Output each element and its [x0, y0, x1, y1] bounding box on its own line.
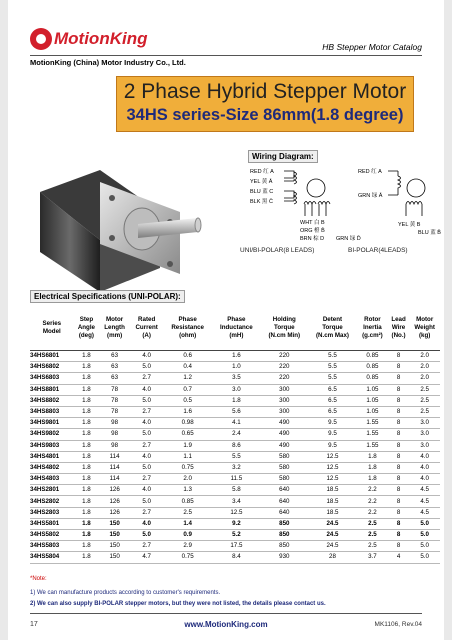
table-cell: 2.7	[130, 373, 163, 384]
table-cell: 1.55	[357, 440, 388, 451]
table-cell: 6.5	[308, 384, 357, 395]
table-cell: 2.9	[163, 541, 212, 552]
table-cell: 4.0	[130, 351, 163, 362]
table-cell: 1.55	[357, 429, 388, 440]
table-cell: 5.0	[130, 462, 163, 473]
table-cell: 2.2	[357, 485, 388, 496]
spec-section-title: Electrical Specifications (UNI-POLAR):	[30, 290, 185, 303]
table-cell: 8	[388, 462, 410, 473]
table-cell: 1.8	[74, 384, 100, 395]
table-cell: 126	[99, 485, 130, 496]
table-row	[30, 395, 440, 406]
uni-bipolar-caption: UNI/BI-POLAR(8 LEADS)	[240, 247, 315, 254]
table-cell: 1.6	[163, 406, 212, 417]
table-row	[30, 518, 440, 529]
table-cell: 9.5	[308, 418, 357, 429]
table-cell: 2.5	[357, 541, 388, 552]
table-cell: 8.6	[212, 440, 261, 451]
logo-mark-icon	[30, 28, 52, 50]
table-cell: 4.0	[130, 518, 163, 529]
table-cell: 1.8	[74, 395, 100, 406]
bipolar-caption: BI-POLAR(4LEADS)	[348, 247, 408, 254]
model-cell: 34HS5804	[30, 552, 74, 563]
model-cell: 34HS5803	[30, 541, 74, 552]
table-cell: 98	[99, 418, 130, 429]
table-cell: 1.8	[357, 451, 388, 462]
column-header: Series Model	[30, 306, 74, 351]
motionking-logo	[30, 28, 148, 50]
model-cell: 34HS6803	[30, 373, 74, 384]
notes-label: *Note:	[30, 576, 47, 582]
table-cell: 5.0	[130, 496, 163, 507]
table-cell: 3.0	[409, 440, 440, 451]
model-cell: 34HS9803	[30, 440, 74, 451]
model-cell: 34HS2802	[30, 496, 74, 507]
table-cell: 8	[388, 351, 410, 362]
table-cell: 4.7	[130, 552, 163, 563]
wiring-diagram-label: Wiring Diagram:	[248, 150, 318, 163]
table-cell: 2.5	[409, 395, 440, 406]
table-cell: 0.6	[163, 351, 212, 362]
table-cell: 2.7	[130, 474, 163, 485]
table-cell: 1.2	[163, 373, 212, 384]
table-cell: 2.0	[409, 373, 440, 384]
table-cell: 2.0	[163, 474, 212, 485]
header-rule	[30, 55, 422, 56]
table-cell: 0.7	[163, 384, 212, 395]
column-header: Holding Torque (N.cm Min)	[261, 306, 308, 351]
table-cell: 1.8	[74, 530, 100, 541]
table-cell: 640	[261, 485, 308, 496]
table-cell: 8	[388, 474, 410, 485]
model-cell: 34HS9801	[30, 418, 74, 429]
table-cell: 5.0	[409, 541, 440, 552]
column-header: Lead Wire (No.)	[388, 306, 410, 351]
table-row	[30, 541, 440, 552]
table-row	[30, 406, 440, 417]
column-header: Rated Current (A)	[130, 306, 163, 351]
catalog-title: HB Stepper Motor Catalog	[322, 42, 422, 52]
table-cell: 930	[261, 552, 308, 563]
table-cell: 0.85	[357, 351, 388, 362]
table-cell: 490	[261, 440, 308, 451]
table-row	[30, 418, 440, 429]
lead-label: GRN 绿 Ā	[358, 193, 383, 199]
table-cell: 63	[99, 373, 130, 384]
table-cell: 2.0	[409, 351, 440, 362]
table-cell: 5.0	[409, 518, 440, 529]
model-cell: 34HS4803	[30, 474, 74, 485]
table-cell: 1.8	[212, 395, 261, 406]
table-cell: 4.0	[409, 451, 440, 462]
uni-bipolar-diagram	[250, 167, 361, 242]
table-cell: 8	[388, 451, 410, 462]
table-cell: 6.5	[308, 395, 357, 406]
table-cell: 63	[99, 351, 130, 362]
table-cell: 126	[99, 496, 130, 507]
spec-table-header	[30, 306, 440, 351]
table-row	[30, 451, 440, 462]
table-cell: 1.8	[74, 418, 100, 429]
column-header: Detent Torque (N.cm Max)	[308, 306, 357, 351]
table-row	[30, 507, 440, 518]
model-cell: 34HS4802	[30, 462, 74, 473]
table-cell: 850	[261, 530, 308, 541]
model-cell: 34HS5802	[30, 530, 74, 541]
table-row	[30, 474, 440, 485]
model-cell: 34HS8802	[30, 395, 74, 406]
lead-label: ORG 橙 B̄	[300, 228, 325, 234]
table-cell: 4.0	[409, 474, 440, 485]
table-cell: 0.75	[163, 552, 212, 563]
table-cell: 9.2	[212, 518, 261, 529]
table-cell: 1.8	[74, 518, 100, 529]
table-cell: 580	[261, 462, 308, 473]
table-cell: 12.5	[308, 451, 357, 462]
lead-label: YEL 黄 B	[398, 222, 421, 228]
lead-label: BLU 蓝 C	[250, 189, 274, 195]
table-cell: 3.0	[409, 429, 440, 440]
table-cell: 150	[99, 530, 130, 541]
table-cell: 0.98	[163, 418, 212, 429]
table-cell: 640	[261, 507, 308, 518]
table-cell: 640	[261, 496, 308, 507]
table-cell: 24.5	[308, 530, 357, 541]
table-cell: 5.0	[409, 530, 440, 541]
table-cell: 8	[388, 485, 410, 496]
table-cell: 300	[261, 395, 308, 406]
table-cell: 78	[99, 384, 130, 395]
company-name: MotionKing (China) Motor Industry Co., Ltd.	[30, 58, 186, 67]
table-cell: 5.5	[308, 351, 357, 362]
table-cell: 2.5	[409, 384, 440, 395]
title-banner	[116, 76, 414, 132]
table-cell: 5.6	[212, 406, 261, 417]
table-row	[30, 362, 440, 373]
table-cell: 1.8	[357, 462, 388, 473]
lead-label: YEL 黄 Ā	[250, 179, 273, 185]
table-cell: 490	[261, 429, 308, 440]
bipolar-diagram	[358, 167, 441, 236]
table-cell: 220	[261, 362, 308, 373]
table-cell: 1.8	[74, 485, 100, 496]
column-header: Motor Weight (kg)	[409, 306, 440, 351]
table-cell: 2.7	[130, 541, 163, 552]
table-cell: 8.4	[212, 552, 261, 563]
table-cell: 2.7	[130, 507, 163, 518]
table-cell: 24.5	[308, 518, 357, 529]
table-cell: 3.2	[212, 462, 261, 473]
table-cell: 1.55	[357, 418, 388, 429]
table-cell: 8	[388, 440, 410, 451]
table-cell: 5.2	[212, 530, 261, 541]
logo-text: MotionKing	[54, 29, 148, 48]
table-cell: 2.5	[357, 530, 388, 541]
lead-label: BLK 黑 C̄	[250, 199, 273, 205]
table-cell: 18.5	[308, 496, 357, 507]
lead-label: RED 红 A	[358, 169, 382, 175]
model-cell: 34HS2803	[30, 507, 74, 518]
table-cell: 1.05	[357, 395, 388, 406]
table-cell: 850	[261, 541, 308, 552]
table-cell: 0.5	[163, 395, 212, 406]
table-cell: 11.5	[212, 474, 261, 485]
table-cell: 4.5	[409, 485, 440, 496]
table-cell: 1.8	[74, 451, 100, 462]
table-cell: 8	[388, 541, 410, 552]
table-cell: 8	[388, 429, 410, 440]
table-cell: 150	[99, 552, 130, 563]
table-cell: 114	[99, 474, 130, 485]
table-cell: 17.5	[212, 541, 261, 552]
table-cell: 12.5	[308, 474, 357, 485]
table-cell: 8	[388, 362, 410, 373]
table-cell: 0.9	[163, 530, 212, 541]
table-cell: 114	[99, 462, 130, 473]
column-header: Step Angle (deg)	[74, 306, 100, 351]
table-cell: 78	[99, 395, 130, 406]
table-cell: 8	[388, 496, 410, 507]
table-cell: 1.8	[74, 440, 100, 451]
table-cell: 580	[261, 451, 308, 462]
table-cell: 8	[388, 418, 410, 429]
table-cell: 1.4	[163, 518, 212, 529]
table-cell: 78	[99, 406, 130, 417]
table-cell: 5.0	[409, 552, 440, 563]
table-cell: 1.1	[163, 451, 212, 462]
table-cell: 6.5	[308, 406, 357, 417]
table-cell: 24.5	[308, 541, 357, 552]
table-cell: 4.5	[409, 507, 440, 518]
table-cell: 8	[388, 395, 410, 406]
table-cell: 150	[99, 518, 130, 529]
table-row	[30, 552, 440, 563]
table-cell: 150	[99, 541, 130, 552]
table-cell: 4	[388, 552, 410, 563]
table-cell: 5.5	[308, 362, 357, 373]
table-cell: 5.5	[308, 373, 357, 384]
model-cell: 34HS8801	[30, 384, 74, 395]
table-cell: 580	[261, 474, 308, 485]
table-row	[30, 496, 440, 507]
model-cell: 34HS2801	[30, 485, 74, 496]
table-cell: 2.5	[409, 406, 440, 417]
table-row	[30, 440, 440, 451]
page-title: 2 Phase Hybrid Stepper Motor	[123, 80, 407, 103]
table-cell: 98	[99, 429, 130, 440]
model-cell: 34HS8803	[30, 406, 74, 417]
table-row	[30, 462, 440, 473]
table-cell: 8	[388, 518, 410, 529]
note-2: 2) We can also supply BI-POLAR stepper motors, but they were not listed, the details please contact us.	[30, 601, 326, 607]
table-cell: 28	[308, 552, 357, 563]
table-cell: 220	[261, 373, 308, 384]
revision: MK1106, Rev.04	[374, 621, 422, 628]
table-row	[30, 429, 440, 440]
column-header: Rotor Inertia (g.cm²)	[357, 306, 388, 351]
table-cell: 63	[99, 362, 130, 373]
table-cell: 12.5	[212, 507, 261, 518]
table-cell: 4.1	[212, 418, 261, 429]
table-cell: 0.85	[357, 373, 388, 384]
table-cell: 2.2	[357, 507, 388, 518]
table-cell: 98	[99, 440, 130, 451]
table-cell: 1.05	[357, 406, 388, 417]
table-row	[30, 485, 440, 496]
table-cell: 18.5	[308, 507, 357, 518]
table-cell: 2.5	[357, 518, 388, 529]
footer-rule	[30, 613, 422, 614]
lead-label: WHT 白 B	[300, 220, 325, 226]
table-cell: 490	[261, 418, 308, 429]
table-cell: 5.0	[130, 362, 163, 373]
table-cell: 1.8	[74, 474, 100, 485]
table-cell: 1.8	[74, 507, 100, 518]
note-1: 1) We can manufacture products according to customer's requirements.	[30, 590, 221, 596]
column-header: Motor Length (mm)	[99, 306, 130, 351]
table-cell: 0.4	[163, 362, 212, 373]
table-row	[30, 351, 440, 362]
table-cell: 4.0	[130, 451, 163, 462]
table-cell: 8	[388, 384, 410, 395]
page-number: 17	[30, 621, 38, 628]
wiring-diagram	[248, 164, 441, 244]
table-cell: 1.8	[74, 552, 100, 563]
table-cell: 18.5	[308, 485, 357, 496]
table-cell: 2.4	[212, 429, 261, 440]
table-cell: 4.0	[130, 418, 163, 429]
page-subtitle: 34HS series-Size 86mm(1.8 degree)	[126, 106, 404, 124]
table-cell: 5.5	[212, 451, 261, 462]
column-header: Phase Inductance (mH)	[212, 306, 261, 351]
table-cell: 12.5	[308, 462, 357, 473]
lead-label: RED 红 A	[250, 169, 274, 175]
spec-table-body	[30, 351, 440, 564]
table-cell: 0.75	[163, 462, 212, 473]
table-cell: 0.85	[163, 496, 212, 507]
table-cell: 5.0	[130, 429, 163, 440]
lead-label: GRN 绿 D̄	[336, 236, 361, 242]
table-cell: 114	[99, 451, 130, 462]
table-cell: 1.9	[163, 440, 212, 451]
table-cell: 0.65	[163, 429, 212, 440]
table-cell: 1.6	[212, 351, 261, 362]
table-cell: 3.5	[212, 373, 261, 384]
table-cell: 3.4	[212, 496, 261, 507]
table-cell: 1.8	[74, 496, 100, 507]
table-cell: 4.0	[130, 384, 163, 395]
table-cell: 4.5	[409, 496, 440, 507]
table-cell: 2.7	[130, 440, 163, 451]
table-cell: 126	[99, 507, 130, 518]
table-cell: 1.8	[74, 462, 100, 473]
table-cell: 1.8	[74, 429, 100, 440]
table-cell: 8	[388, 530, 410, 541]
column-header: Phase Resistance (ohm)	[163, 306, 212, 351]
stepper-motor-image	[30, 152, 230, 300]
lead-label: BRN 棕 D	[300, 236, 325, 242]
table-cell: 300	[261, 406, 308, 417]
table-cell: 2.5	[163, 507, 212, 518]
website-link[interactable]: www.MotionKing.com	[184, 620, 268, 629]
table-cell: 8	[388, 373, 410, 384]
table-cell: 1.3	[163, 485, 212, 496]
lead-label: BLU 蓝 B̄	[418, 230, 441, 236]
table-cell: 2.0	[409, 362, 440, 373]
table-cell: 850	[261, 518, 308, 529]
catalog-page	[8, 0, 444, 640]
table-cell: 1.0	[212, 362, 261, 373]
table-cell: 220	[261, 351, 308, 362]
table-cell: 8	[388, 406, 410, 417]
table-cell: 0.85	[357, 362, 388, 373]
table-cell: 1.8	[74, 362, 100, 373]
table-cell: 1.8	[74, 351, 100, 362]
table-cell: 5.0	[130, 395, 163, 406]
table-cell: 1.8	[74, 406, 100, 417]
table-cell: 1.8	[74, 373, 100, 384]
table-cell: 3.7	[357, 552, 388, 563]
table-cell: 9.5	[308, 429, 357, 440]
table-cell: 8	[388, 507, 410, 518]
table-cell: 1.8	[74, 541, 100, 552]
table-cell: 3.0	[409, 418, 440, 429]
model-cell: 34HS6801	[30, 351, 74, 362]
model-cell: 34HS5801	[30, 518, 74, 529]
table-cell: 5.8	[212, 485, 261, 496]
table-cell: 5.0	[130, 530, 163, 541]
table-cell: 300	[261, 384, 308, 395]
table-cell: 4.0	[409, 462, 440, 473]
table-cell: 2.2	[357, 496, 388, 507]
model-cell: 34HS4801	[30, 451, 74, 462]
spec-table	[30, 306, 440, 564]
table-row	[30, 373, 440, 384]
table-cell: 1.05	[357, 384, 388, 395]
table-cell: 2.7	[130, 406, 163, 417]
table-row	[30, 384, 440, 395]
table-cell: 9.5	[308, 440, 357, 451]
table-cell: 1.8	[357, 474, 388, 485]
model-cell: 34HS6802	[30, 362, 74, 373]
model-cell: 34HS9802	[30, 429, 74, 440]
table-cell: 4.0	[130, 485, 163, 496]
table-cell: 3.0	[212, 384, 261, 395]
table-row	[30, 530, 440, 541]
